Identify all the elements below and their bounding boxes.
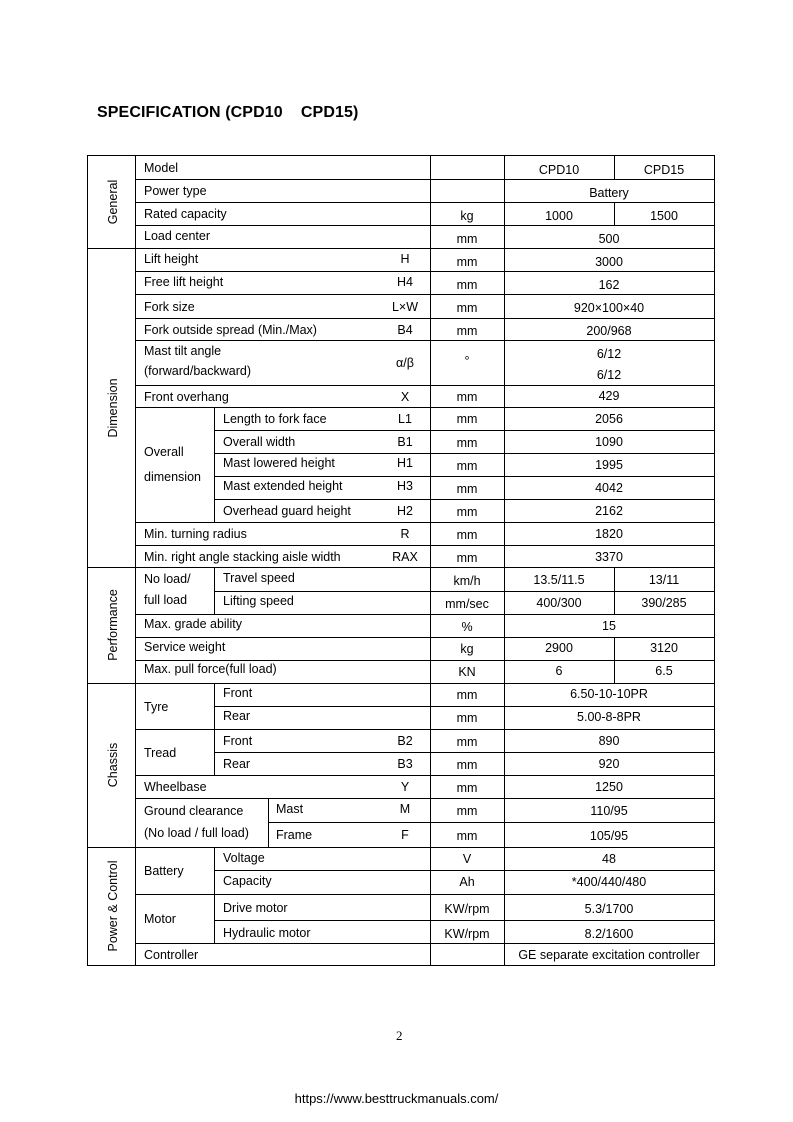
mast-lowered-unit: mm	[456, 459, 478, 473]
aisle-width-value: 3370	[595, 550, 623, 564]
mast-extended-label: Mast extended height	[223, 479, 343, 493]
tyre-rear-value: 5.00-8-8PR	[577, 710, 641, 724]
voltage-unit: V	[462, 852, 472, 866]
ground-frame-label: Frame	[276, 828, 313, 842]
turning-radius-symbol: R	[400, 527, 410, 541]
mast-lowered-symbol: H1	[397, 456, 413, 470]
ground-mast-value: 110/95	[590, 804, 628, 818]
voltage-value: 48	[602, 852, 616, 866]
mast-lowered-value: 1995	[595, 458, 623, 472]
model-label: Model	[144, 161, 179, 175]
section-power-control-label: Power & Control	[106, 860, 120, 952]
drive-motor-label: Drive motor	[223, 901, 288, 915]
turning-radius-value: 1820	[595, 527, 623, 541]
load-center-unit: mm	[456, 232, 478, 246]
capacity-unit: Ah	[459, 875, 475, 889]
ground-mast-symbol: M	[399, 802, 411, 816]
lift-height-value: 3000	[595, 255, 623, 269]
page-title: SPECIFICATION (CPD10 CPD15)	[97, 104, 359, 121]
tread-rear-label: Rear	[223, 757, 251, 771]
tread-label: Tread	[144, 746, 177, 760]
hydraulic-motor-unit: KW/rpm	[444, 927, 490, 941]
length-fork-face-label: Length to fork face	[223, 412, 327, 426]
footer-url[interactable]: https://www.besttruckmanuals.com/	[294, 1091, 499, 1106]
ground-frame-symbol: F	[401, 828, 409, 842]
mast-extended-value: 4042	[595, 481, 623, 495]
overall-width-unit: mm	[456, 436, 478, 450]
section-performance-label: Performance	[106, 589, 120, 661]
section-general-label: General	[106, 179, 120, 225]
front-overhang-label: Front overhang	[144, 390, 229, 404]
lifting-speed-label: Lifting speed	[223, 594, 294, 608]
lift-height-symbol: H	[400, 252, 410, 266]
front-overhang-symbol: X	[400, 390, 410, 404]
tyre-front-label: Front	[223, 686, 253, 700]
ground-clearance-label: Ground clearance	[144, 804, 244, 818]
mast-lowered-label: Mast lowered height	[223, 456, 335, 470]
tyre-rear-unit: mm	[456, 711, 478, 725]
mast-tilt-forward: 6/12	[596, 347, 622, 361]
wheelbase-label: Wheelbase	[144, 780, 207, 794]
free-lift-value: 162	[598, 278, 620, 292]
rated-capacity-cpd15: 1500	[650, 209, 678, 223]
ground-mast-label: Mast	[276, 802, 304, 816]
pull-force-cpd15: 6.5	[655, 664, 673, 678]
mast-tilt-label: Mast tilt angle	[144, 344, 222, 358]
aisle-width-symbol: RAX	[392, 550, 418, 564]
overhead-guard-label: Overhead guard height	[223, 504, 351, 518]
rated-capacity-label: Rated capacity	[144, 207, 227, 221]
mast-tilt-unit: °	[464, 354, 470, 368]
pull-force-unit: KN	[458, 665, 476, 679]
section-dimension-label: Dimension	[106, 378, 120, 438]
drive-motor-value: 5.3/1700	[584, 902, 634, 916]
tread-front-unit: mm	[456, 735, 478, 749]
free-lift-unit: mm	[456, 278, 478, 292]
ground-frame-unit: mm	[456, 829, 478, 843]
model-cpd10: CPD10	[538, 163, 580, 177]
overhead-guard-symbol: H2	[397, 504, 413, 518]
page-number: 2	[396, 1028, 403, 1043]
ground-frame-value: 105/95	[589, 829, 629, 843]
mast-extended-symbol: H3	[397, 479, 413, 493]
grade-ability-value: 15	[602, 619, 616, 633]
voltage-label: Voltage	[223, 851, 265, 865]
overhead-guard-unit: mm	[456, 505, 478, 519]
front-overhang-value: 429	[598, 389, 620, 403]
controller-label: Controller	[144, 948, 199, 962]
power-type-label: Power type	[144, 184, 207, 198]
tread-rear-value: 920	[598, 757, 620, 771]
lift-height-unit: mm	[456, 255, 478, 269]
ground-clearance-label-sub: (No load / full load)	[144, 826, 249, 840]
fork-spread-unit: mm	[456, 324, 478, 338]
travel-speed-cpd10: 13.5/11.5	[533, 573, 585, 587]
service-weight-cpd15: 3120	[650, 641, 678, 655]
lifting-speed-unit: mm/sec	[445, 597, 489, 611]
hydraulic-motor-value: 8.2/1600	[584, 927, 634, 941]
free-lift-symbol: H4	[397, 275, 413, 289]
service-weight-cpd10: 2900	[545, 641, 573, 655]
overall-width-value: 1090	[595, 435, 623, 449]
tyre-rear-label: Rear	[223, 709, 251, 723]
overhead-guard-value: 2162	[595, 504, 623, 518]
hydraulic-motor-label: Hydraulic motor	[223, 926, 311, 940]
grade-ability-unit: %	[461, 620, 473, 634]
tread-front-value: 890	[598, 734, 620, 748]
section-chassis-label: Chassis	[106, 742, 120, 788]
fullload-label: full load	[144, 593, 188, 607]
aisle-width-unit: mm	[456, 551, 478, 565]
wheelbase-symbol: Y	[400, 780, 410, 794]
ground-mast-unit: mm	[456, 804, 478, 818]
wheelbase-unit: mm	[456, 781, 478, 795]
fork-size-value: 920×100×40	[573, 301, 645, 315]
lifting-speed-cpd15: 390/285	[641, 596, 687, 610]
service-weight-unit: kg	[460, 642, 474, 656]
tread-rear-unit: mm	[456, 758, 478, 772]
pull-force-label: Max. pull force(full load)	[144, 662, 277, 676]
mast-tilt-symbol: α/β	[396, 356, 414, 370]
fork-spread-label: Fork outside spread (Min./Max)	[144, 323, 317, 337]
travel-speed-label: Travel speed	[223, 571, 295, 585]
tyre-front-value: 6.50-10-10PR	[570, 687, 648, 701]
mast-tilt-label-sub: (forward/backward)	[144, 364, 251, 378]
overall-dimension-label: Overall	[144, 445, 184, 459]
tyre-front-unit: mm	[456, 688, 478, 702]
load-center-label: Load center	[144, 229, 211, 243]
pull-force-cpd10: 6	[555, 664, 563, 678]
battery-label: Battery	[144, 864, 184, 878]
tread-front-symbol: B2	[397, 734, 413, 748]
service-weight-label: Service weight	[144, 640, 226, 654]
length-fork-face-symbol: L1	[398, 412, 412, 426]
rated-capacity-unit: kg	[460, 209, 474, 223]
grade-ability-label: Max. grade ability	[144, 617, 242, 631]
power-type-value: Battery	[589, 186, 629, 200]
free-lift-label: Free lift height	[144, 275, 224, 289]
controller-value: GE separate excitation controller	[518, 948, 700, 962]
lifting-speed-cpd10: 400/300	[536, 596, 582, 610]
drive-motor-unit: KW/rpm	[444, 902, 490, 916]
model-cpd15: CPD15	[643, 163, 685, 177]
fork-size-symbol: L×W	[391, 300, 419, 314]
turning-radius-unit: mm	[456, 528, 478, 542]
mast-extended-unit: mm	[456, 482, 478, 496]
fork-size-label: Fork size	[144, 300, 195, 314]
wheelbase-value: 1250	[595, 780, 623, 794]
length-fork-face-value: 2056	[595, 412, 623, 426]
fork-spread-value: 200/968	[586, 324, 632, 338]
tread-front-label: Front	[223, 734, 253, 748]
travel-speed-unit: km/h	[453, 574, 481, 588]
tyre-label: Tyre	[144, 700, 169, 714]
load-center-value: 500	[598, 232, 620, 246]
front-overhang-unit: mm	[456, 390, 478, 404]
tread-rear-symbol: B3	[397, 757, 413, 771]
aisle-width-label: Min. right angle stacking aisle width	[144, 550, 341, 564]
mast-tilt-backward: 6/12	[596, 368, 622, 382]
overall-width-label: Overall width	[223, 435, 296, 449]
fork-size-unit: mm	[456, 301, 478, 315]
motor-label: Motor	[144, 912, 176, 926]
fork-spread-symbol: B4	[397, 323, 413, 337]
overall-dimension-label-sub: dimension	[144, 470, 201, 484]
capacity-value: *400/440/480	[571, 875, 647, 889]
turning-radius-label: Min. turning radius	[144, 527, 247, 541]
overall-width-symbol: B1	[397, 435, 413, 449]
capacity-label: Capacity	[223, 874, 272, 888]
rated-capacity-cpd10: 1000	[545, 209, 573, 223]
travel-speed-cpd15: 13/11	[648, 573, 680, 587]
noload-label: No load/	[144, 572, 191, 586]
length-fork-face-unit: mm	[456, 412, 478, 426]
lift-height-label: Lift height	[144, 252, 199, 266]
